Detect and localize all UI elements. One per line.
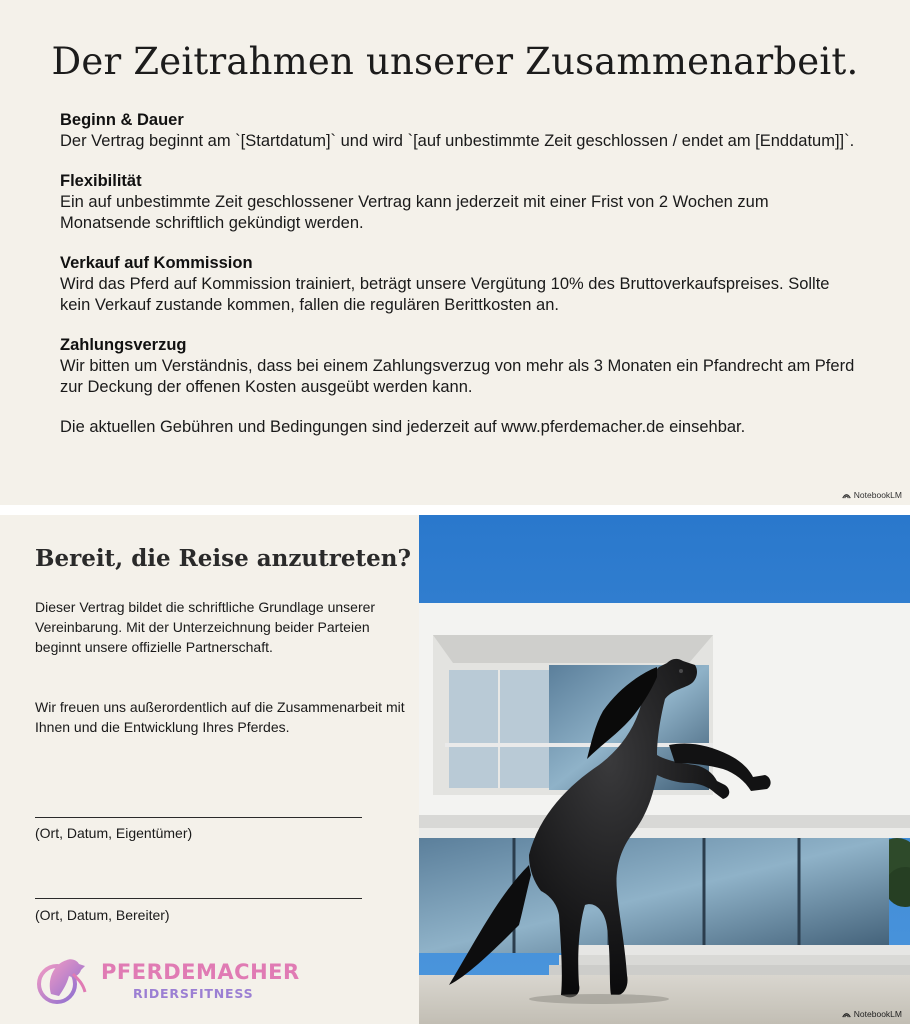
owner-signature-line (35, 817, 362, 818)
notebooklm-badge (842, 490, 902, 500)
term-payment-default (60, 335, 860, 398)
term-start-duration (60, 110, 860, 152)
term-commission-sale (60, 253, 860, 316)
intro-paragraph: Dieser Vertrag bildet die schriftliche Grundlage unserer Vereinbarung. Mit der Unterzeichnung beider Parteien beginnt unsere offizielle Partnerschaft. (35, 599, 376, 655)
notebooklm-label: NotebookLM (853, 1009, 902, 1019)
fees-footer-note: Die aktuellen Gebühren und Bedingungen sind jederzeit auf www.pferdemacher.de einsehbar. (60, 418, 746, 436)
timeframe-slide (0, 0, 910, 505)
signature-slide (0, 515, 910, 1024)
rider-signature-line (35, 898, 362, 899)
term-flexibility (60, 171, 860, 234)
term-heading: Verkauf auf Kommission (60, 254, 253, 272)
pferdemacher-logo (33, 950, 303, 1010)
rearing-black-horse-modern-villa-photo (419, 515, 910, 1024)
notebooklm-icon (842, 1011, 851, 1018)
notebooklm-badge (842, 1009, 902, 1019)
term-heading: Flexibilität (60, 172, 142, 190)
slide-title: Bereit, die Reise anzutreten? (35, 545, 411, 572)
notebooklm-label: NotebookLM (853, 490, 902, 500)
term-body: Wir bitten um Verständnis, dass bei einem Zahlungsverzug von mehr als 3 Monaten ein Pfandrecht am Pferd zur Deckung der offenen Kosten ausgeübt werden kann. (60, 357, 855, 396)
rider-signature-label: (Ort, Datum, Bereiter) (35, 907, 170, 923)
term-heading: Zahlungsverzug (60, 336, 187, 354)
slide-divider (0, 505, 910, 515)
logo-wordmark: PFERDEMACHER (101, 960, 300, 984)
logo-tagline: RIDERSFITNESS (133, 986, 254, 1001)
rearing-horse-photo (419, 515, 910, 1024)
owner-signature-label: (Ort, Datum, Eigentümer) (35, 825, 193, 841)
slide-title: Der Zeitrahmen unserer Zusammenarbeit. (51, 40, 859, 83)
horse-head-logo-icon (33, 950, 97, 1010)
term-body: Der Vertrag beginnt am `[Startdatum]` und wird `[auf unbestimmte Zeit geschlossen / endet am [Enddatum]]`. (60, 132, 855, 150)
term-heading: Beginn & Dauer (60, 111, 184, 129)
terms-list (60, 110, 860, 438)
notebooklm-icon (842, 492, 851, 499)
term-body: Wird das Pferd auf Kommission trainiert, beträgt unsere Vergütung 10% des Bruttoverkaufspreises. Sollte kein Verkauf zustande kommen, fallen die regulären Berittkosten an. (60, 275, 830, 314)
term-body: Ein auf unbestimmte Zeit geschlossener Vertrag kann jederzeit mit einer Frist von 2 Wochen zum Monatsende schriftlich gekündigt werden. (60, 193, 769, 232)
closing-paragraph: Wir freuen uns außerordentlich auf die Zusammenarbeit mit Ihnen und die Entwicklung Ihres Pferdes. (35, 699, 405, 735)
